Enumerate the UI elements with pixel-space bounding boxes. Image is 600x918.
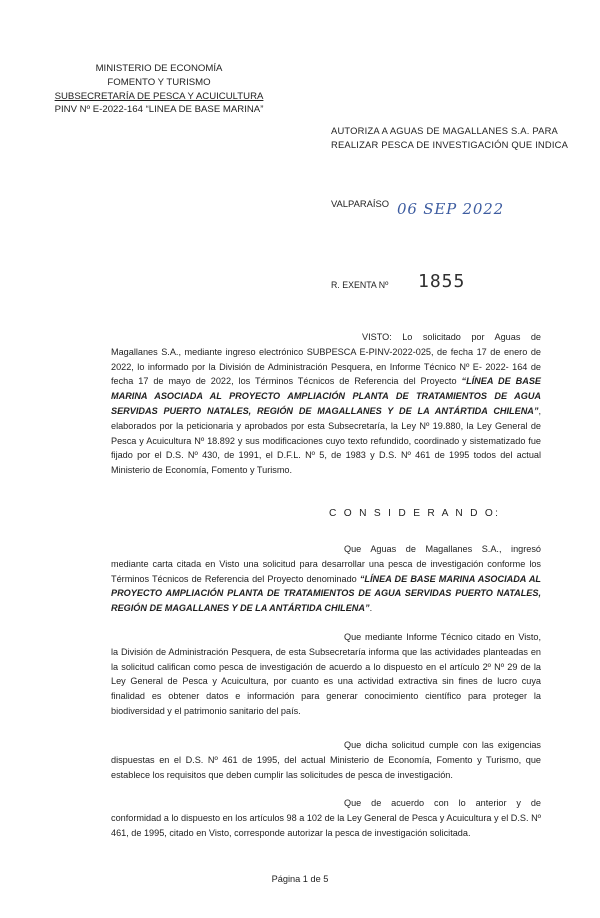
c4-text: Que de acuerdo con lo anterior y de conformidad a lo dispuesto en los artículos 98 a 102 de la Ley General de Pesca y Acuicultura y el D.S. Nº 461, de 1995, citado en Visto, corresponde autorizar la pesca de investigación solicitada.: [111, 798, 541, 838]
visto-text-end: , elaborados por la peticionaria y aprobados por esta Subsecretaría, la Ley Nº 19.880, la Ley General de Pesca y Acuicultura Nº 18.892 y sus modificaciones cuyo texto refundido, coordinado y sistematizado fue fijado por el D.S. Nº 430, de 1991, el D.F.L. Nº 5, de 1983 y D.S. Nº 461 de 1995 todos del actual Ministerio de Economía, Fomento y Turismo.: [111, 405, 541, 476]
place-label: VALPARAÍSO: [331, 198, 390, 209]
considerando-paragraph-2: [111, 630, 541, 719]
c1-project-title: “LÍNEA DE BASE MARINA ASOCIADA AL PROYECTO AMPLIACIÓN PLANTA DE TRATAMIENTOS DE AGUA SERVIDAS PUERTO NATALES, REGIÓN DE MAGALLANES Y DE LA ANTÁRTIDA CHILENA”: [111, 573, 541, 614]
c1-text-start: Que Aguas de Magallanes S.A., ingresó mediante carta citada en Visto una solicitud para desarrollar una pesca de investigación conforme los Términos Técnicos de Referencia del Proyecto denominado: [111, 544, 541, 584]
subject-line-1: AUTORIZA A AGUAS DE MAGALLANES S.A. PARA: [331, 125, 558, 136]
considerando-paragraph-1: [111, 542, 541, 616]
visto-paragraph: [111, 330, 541, 478]
ministry-name: MINISTERIO DE ECONOMÍA: [95, 63, 223, 74]
resolution-subject: [331, 124, 568, 151]
exenta-label: R. EXENTA Nº: [331, 280, 389, 290]
ministry-subtitle: FOMENTO Y TURISMO: [107, 76, 211, 88]
date-stamp: 06 SEP 2022: [397, 200, 504, 218]
file-reference: PINV Nº E-2022-164 “LINEA DE BASE MARINA”: [54, 104, 264, 116]
page-number: Página 1 de 5: [271, 874, 329, 884]
issuer-header: [28, 62, 290, 117]
subject-line-2: REALIZAR PESCA DE INVESTIGACIÓN QUE INDICA: [331, 138, 569, 150]
exenta-number-stamp: 1855: [418, 271, 466, 292]
undersecretariat-name: SUBSECRETARÍA DE PESCA Y ACUICULTURA: [54, 90, 264, 102]
c2-text: Que mediante Informe Técnico citado en Visto, la División de Administración Pesquera, de esta Subsecretaría informa que las actividades planteadas en la solicitud califican como pesca de investigación de acuerdo a lo dispuesto en el artículo 2º Nº 29 de la Ley General de Pesca y Acuicultura, por cuanto es una actividad extractiva sin fines de lucro cuya finalidad es obtener datos e información para generar conocimiento científico para proteger la biodiversidad y el patrimonio sanitario del país.: [111, 632, 541, 716]
visto-project-title: “LÍNEA DE BASE MARINA ASOCIADA AL PROYECTO AMPLIACIÓN PLANTA DE TRATAMIENTOS DE AGUA SERVIDAS PUERTO NATALES, REGIÓN DE MAGALLANES Y DE LA ANTÁRTIDA CHILENA”: [111, 376, 542, 416]
considerando-heading: C O N S I D E R A N D O:: [329, 508, 501, 519]
considerando-paragraph-3: [111, 738, 541, 782]
c3-text: Que dicha solicitud cumple con las exigencias dispuestas en el D.S. Nº 461 de 1995, del actual Ministerio de Economía, Fomento y Turismo, que establece los requisitos que deben cumplir las solicitudes de pesca de investigación.: [111, 740, 541, 780]
considerando-paragraph-4: [111, 796, 541, 840]
visto-text-start: VISTO: Lo solicitado por Aguas de Magallanes S.A., mediante ingreso electrónico SUBPESCA E-PINV-2022-025, de fecha 17 de enero de 2022, lo informado por la División de Administración Pesquera, en Informe Técnico Nº E- 2022- 164 de fecha 17 de mayo de 2022, los Términos Técnicos de Referencia del Proyecto: [111, 332, 541, 387]
c1-text-end: .: [369, 603, 373, 614]
